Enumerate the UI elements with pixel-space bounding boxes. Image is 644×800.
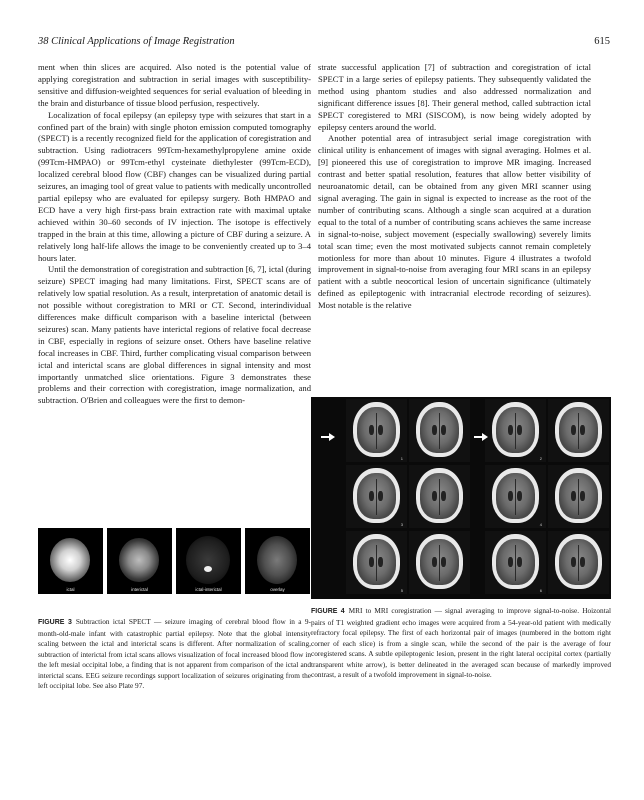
mri-slice [548,531,609,594]
panel-label: interictal [131,587,148,592]
slice-number: 3 [400,522,403,527]
page-number: 615 [594,36,610,47]
caption-text: Subtraction ictal SPECT — seizure imaging of cerebral blood flow in a 9-month-old-male infant with catastrophic partial epilepsy. Note that the global intensity scaling between the ictal and interictal scans is different. After normalization of scaling, subtraction of interictal from ictal scans allows visualization of focal increased blood flow in the left mesial occipital lobe, a finding that is not apparent from comparison of the ictal and interictal scans. EEG seizure recordings support localization of seizures originating from the left occipital lobe. See also Plate 97. [38,617,311,690]
right-column [318,62,591,312]
lesion-arrow-icon [474,435,488,439]
spect-panel-ictal [38,528,103,594]
panel-label: ictal-interictal [195,587,222,592]
paragraph: strate successful application [7] of subtraction and coregistration of ictal SPECT in a large series of epilepsy patients. They subsequently validated the method using phantom studies and also addressed normalization and significant difference issues [8]. Their general method, called subtraction ictal SPECT coregistered to MRI (SISCOM), is now being widely adopted by epilepsy centers around the world. [318,62,591,132]
mri-slice [485,465,546,528]
figure-4-image [311,397,611,599]
paragraph: ment when thin slices are acquired. Also noted is the potential value of applying coregistration and subtraction in serial images with susceptibility-sensitive and diffusion-weighted sequences for serial evaluation of bleeding in the brain and disturbance of tissue blood perfusion, respectively. [38,62,311,108]
lesion-arrow-icon [321,435,335,439]
mri-slice [346,465,407,528]
slice-number: 4 [539,522,542,527]
spect-panel-overlay [245,528,310,594]
mri-slice [346,531,407,594]
slice-number: 2 [539,456,542,461]
figure-label: FIGURE 3 [38,619,72,626]
mri-slice [409,531,470,594]
mri-slice [409,399,470,462]
mri-slice [346,399,407,462]
figure-3-image [38,528,311,602]
paragraph: Until the demonstration of coregistration and subtraction [6, 7], ictal (during seizure) SPECT imaging had many limitations. First, SPECT scans are of relatively low spatial resolution. As a result, interpretation of anatomic detail is not possible without coregistration to MRI or CT. Second, interindividual differences make difficult comparison with a baseline interictal (between seizures) scan. Many patients have interictal regions of relative focal decrease in CBF, especially in regions of seizure onset. Others have baseline relative focal increases in CBF. Third, further complicating visual comparison between ictal and interictal scans are global differences in signal intensity and most importantly unmatched slice orientations. Figure 3 demonstrates these problems and their correction with coregistration, image normalization, and subtraction. O'Brien and colleagues were the first to demon- [38,264,311,406]
mri-slice [485,399,546,462]
mri-slice [548,399,609,462]
panel-label: overlay [270,587,285,592]
mri-slice [409,465,470,528]
slice-number: 1 [400,456,403,461]
slice-number: 6 [539,588,542,593]
left-column [38,62,311,407]
chapter-title: 38 Clinical Applications of Image Registration [38,36,235,47]
paragraph: Localization of focal epilepsy (an epilepsy type with seizures that start in a confined part of the brain) with single photon emission computed tomography (SPECT) is a recently recognized field for the application of coregistration and subtraction. Using radiotracers 99Tcm-hexamethylpropylene amine oxide (99Tcm-HMPAO) or 99Tcm-ethyl cysteinate diethylester (99Tcm-ECD), localized cerebral blood flow (CBF) changes can be visualized during partial seizures, an imaging tool of great value to patients with medically uncontrolled partial epilepsy who are evaluated for epilepsy surgery. Both HMPAO and ECD have a very high first-pass brain extraction rate with maximal uptake achieved within 30–60 seconds of IV injection. The isotope is effectively trapped in the brain at this time, allowing a picture of CBF during a seizure. A relatively long half-life allows the image to be conveniently created up to 3–4 hours later. [38,109,311,263]
paragraph: Another potential area of intrasubject serial image coregistration with clinical utility is enhancement of images with signal averaging. Holmes et al. [9] pioneered this use of coregistration to improve MR imaging. Increased contrast and better spatial resolution, features that allow better visibility of neuroanatomic detail, can be obtained from any given MRI scanner using signal averaging. The gain in signal is expected to increase as the root of the number of contributing scans. Although a single scan acquired at a duration equal to the total of a number of contributing scans achieves the same increase in signal-to-noise, subject movement (especially swallowing) severely limits total scan time; even the most motivated subjects cannot remain completely motionless for more than about 10 minutes. Figure 4 illustrates a twofold improvement in signal-to-noise from averaging four MRI scans in an epilepsy patient with a subtle neocortical lesion of uncertain significance (ultimately defined as epileptogenic with intracranial electrode recording of seizures). Most notable is the relative [318,133,591,311]
panel-label: ictal [66,587,75,592]
caption-text: MRI to MRI coregistration — signal averaging to improve signal-to-noise. Hoizontal pairs of T1 weighted gradient echo images were acquired from a 54-year-old patient with medically refractory focal epilepsy. The first of each horizontal pair of images (numbered in the bottom right corner of each slice) is from a single scan, while the second of the pair is the average of four coregistered scans. A subtle epileptogenic lesion, present in the right lateral occipital cortex (partially transparent white arrow), is better delineated in the averaged scan because of markedly improved contrast, a result of a twofold improvement in signal-to-noise. [311,606,611,679]
figure-label: FIGURE 4 [311,608,345,615]
mri-slice [485,531,546,594]
figure-3-caption [38,617,311,692]
spect-panel-interictal [107,528,172,594]
figure-4-caption [311,606,611,681]
running-header [38,36,610,50]
slice-number: 5 [400,588,403,593]
spect-panel-subtraction [176,528,241,594]
mri-slice [548,465,609,528]
